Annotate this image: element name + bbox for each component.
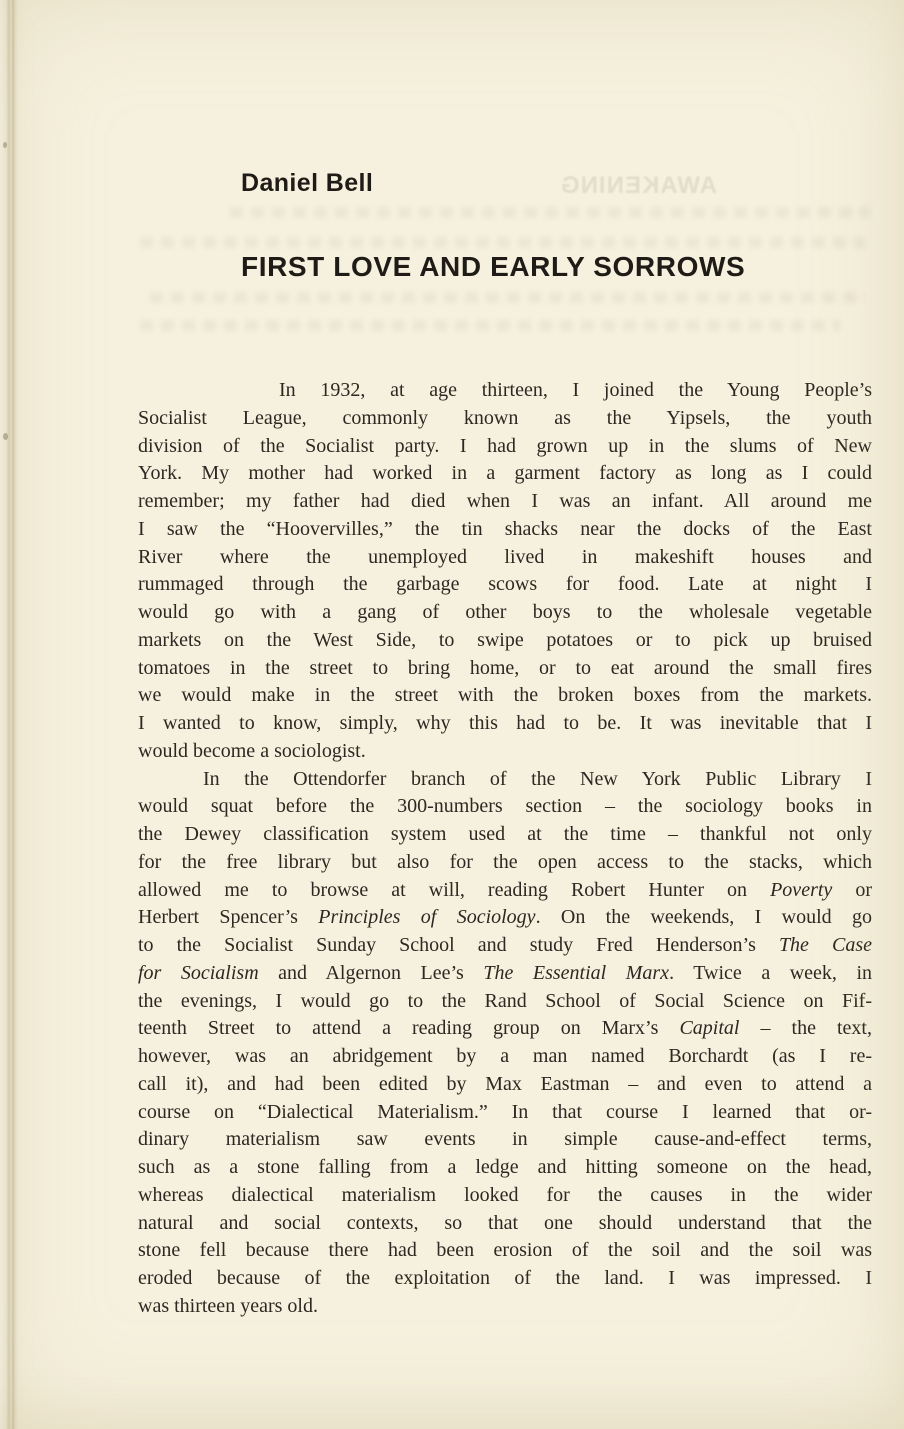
text-line bbox=[138, 1210, 872, 1238]
text-segment: . Twice a week, in bbox=[669, 961, 872, 984]
text-line bbox=[138, 405, 872, 433]
text-segment: would become a sociologist. bbox=[138, 739, 366, 762]
italic-text-segment: The Case bbox=[778, 934, 873, 956]
text-line bbox=[138, 1293, 872, 1321]
text-segment: rummaged through the garbage scows for food. Late at night I bbox=[138, 573, 872, 596]
text-segment: course on “Dialectical Materialism.” In that course I learned that or- bbox=[138, 1100, 872, 1123]
showthrough-line bbox=[150, 292, 865, 303]
text-segment: dinary materialism saw events in simple cause-and-effect terms, bbox=[138, 1128, 872, 1151]
text-segment: whereas dialectical materialism looked for the causes in the wider bbox=[138, 1183, 872, 1206]
text-line bbox=[138, 1126, 872, 1154]
text-segment: River where the unemployed lived in makeshift houses and bbox=[138, 545, 872, 568]
text-segment: stone fell because there had been erosion of the soil and the soil was bbox=[138, 1239, 872, 1262]
text-segment: remember; my father had died when I was an infant. All around me bbox=[138, 490, 872, 512]
text-segment: York. My mother had worked in a garment factory as long as I could bbox=[138, 462, 872, 485]
text-segment: the Dewey classification system used at the time – thankful not only bbox=[138, 823, 872, 845]
text-segment: In 1932, at age thirteen, I joined the Young People’s bbox=[279, 379, 872, 401]
text-line bbox=[138, 766, 872, 794]
text-segment: or bbox=[832, 878, 872, 901]
text-segment: division of the Socialist party. I had grown up in the slums of New bbox=[138, 434, 872, 457]
text-line bbox=[138, 1015, 872, 1043]
text-segment: markets on the West Side, to swipe potatoes or to pick up bruised bbox=[138, 628, 872, 651]
italic-text-segment: for Socialism bbox=[138, 961, 259, 984]
text-segment: eroded because of the exploitation of the land. I was impressed. I bbox=[138, 1267, 872, 1289]
scan-speck bbox=[3, 433, 8, 440]
text-line bbox=[138, 1043, 872, 1071]
text-segment: would go with a gang of other boys to the wholesale vegetable bbox=[138, 601, 872, 623]
text-segment: however, was an abridgement by a man named Borchardt (as I re- bbox=[138, 1045, 872, 1067]
showthrough-line bbox=[140, 320, 840, 331]
text-line bbox=[138, 877, 872, 905]
text-line bbox=[138, 849, 872, 877]
text-line bbox=[138, 1154, 872, 1182]
text-line bbox=[138, 904, 872, 932]
text-line bbox=[138, 655, 872, 683]
italic-text-segment: Capital bbox=[679, 1017, 740, 1040]
text-segment: call it), and had been edited by Max Eastman – and even to attend a bbox=[138, 1072, 872, 1095]
page-gutter-edge bbox=[0, 0, 24, 1429]
text-segment: and Algernon Lee’s bbox=[258, 961, 484, 984]
text-line bbox=[138, 738, 872, 766]
text-line bbox=[138, 599, 872, 627]
showthrough-line bbox=[230, 207, 870, 218]
text-line bbox=[138, 1182, 872, 1210]
author-name: Daniel Bell bbox=[241, 169, 374, 197]
text-line bbox=[138, 821, 872, 849]
text-segment: natural and social contexts, so that one should understand that the bbox=[138, 1211, 872, 1234]
text-segment: to the Socialist Sunday School and study Fred Henderson’s bbox=[138, 934, 779, 956]
text-segment: such as a stone falling from a ledge and hitting someone on the head, bbox=[138, 1156, 872, 1178]
text-line bbox=[138, 1237, 872, 1265]
text-segment: allowed me to browse at will, reading Robert Hunter on bbox=[138, 878, 771, 901]
text-line bbox=[138, 488, 872, 516]
text-line bbox=[138, 960, 872, 988]
text-line bbox=[138, 988, 872, 1016]
text-segment: we would make in the street with the broken boxes from the markets. bbox=[138, 684, 872, 707]
showthrough-ghost-text: AWAKENING bbox=[560, 172, 718, 199]
text-segment: In the Ottendorfer branch of the New York Public Library I bbox=[203, 767, 872, 790]
text-line bbox=[138, 571, 872, 599]
text-segment: . On the weekends, I would go bbox=[535, 906, 872, 929]
text-line bbox=[138, 682, 872, 710]
italic-text-segment: The Essential Marx bbox=[483, 961, 670, 984]
text-line bbox=[138, 516, 872, 544]
text-line bbox=[138, 932, 872, 960]
text-segment: I wanted to know, simply, why this had to be. It was inevitable that I bbox=[138, 712, 872, 734]
text-line bbox=[138, 544, 872, 572]
text-line bbox=[138, 627, 872, 655]
text-line bbox=[138, 377, 872, 405]
text-segment: tomatoes in the street to bring home, or to eat around the small fires bbox=[138, 656, 872, 679]
text-segment: was thirteen years old. bbox=[138, 1294, 318, 1317]
text-line bbox=[138, 710, 872, 738]
text-line bbox=[138, 460, 872, 488]
italic-text-segment: Poverty bbox=[770, 878, 833, 901]
text-segment: teenth Street to attend a reading group on Marx’s bbox=[138, 1017, 680, 1040]
italic-text-segment: Principles of Sociology bbox=[318, 906, 536, 929]
text-segment: the evenings, I would go to the Rand School of Social Science on Fif- bbox=[138, 989, 872, 1012]
scan-speck bbox=[3, 142, 7, 148]
text-segment: I saw the “Hoovervilles,” the tin shacks near the docks of the East bbox=[138, 517, 872, 540]
page-title: FIRST LOVE AND EARLY SORROWS bbox=[241, 251, 746, 282]
text-line bbox=[138, 793, 872, 821]
text-segment: – the text, bbox=[739, 1017, 872, 1040]
text-segment: would squat before the 300-numbers section – the sociology books in bbox=[138, 795, 872, 818]
text-line bbox=[138, 1265, 872, 1293]
text-segment: Herbert Spencer’s bbox=[138, 906, 319, 929]
text-segment: for the free library but also for the open access to the stacks, which bbox=[138, 850, 872, 873]
text-segment: Socialist League, commonly known as the Yipsels, the youth bbox=[138, 406, 872, 429]
text-line bbox=[138, 1099, 872, 1127]
body-text bbox=[138, 377, 872, 1321]
text-line bbox=[138, 1071, 872, 1099]
text-line bbox=[138, 433, 872, 461]
showthrough-line bbox=[140, 237, 865, 248]
